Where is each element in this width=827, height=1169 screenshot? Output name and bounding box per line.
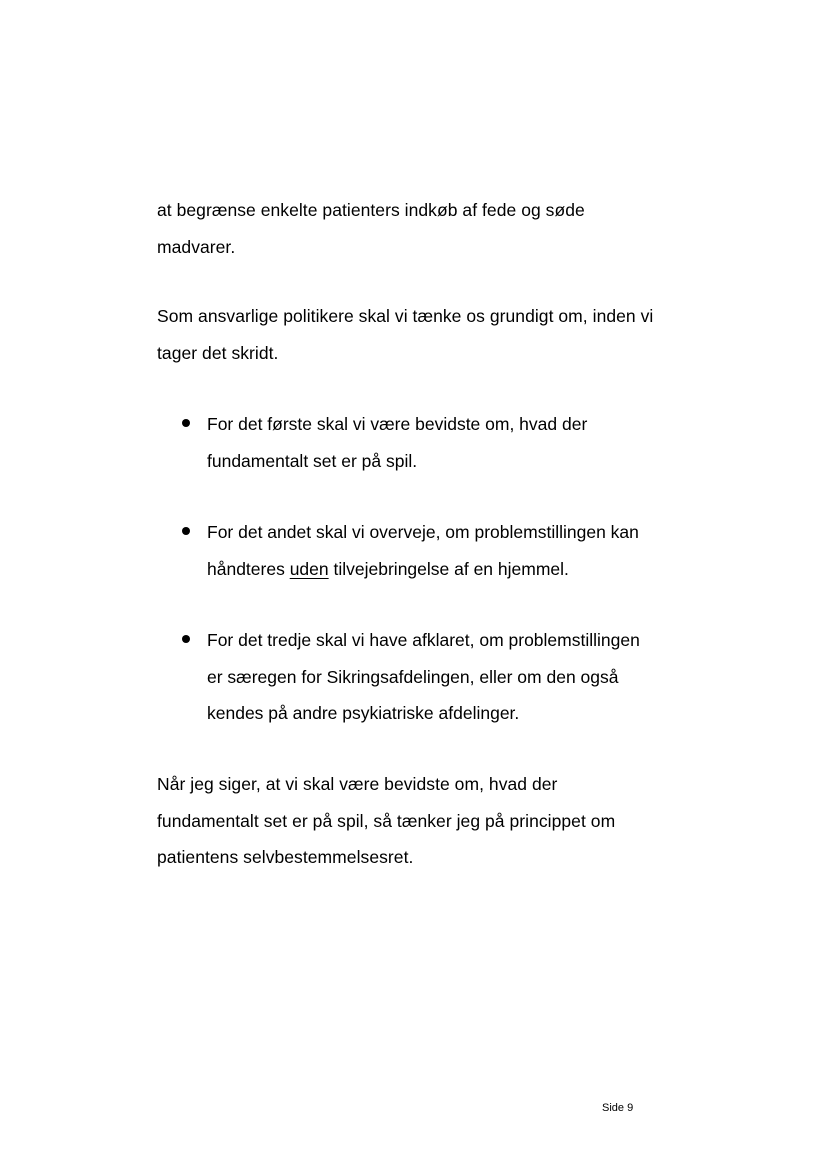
paragraph-1: [157, 192, 677, 265]
bullet-line: fundamentalt set er på spil.: [207, 450, 418, 471]
bullet-dot-icon: [182, 635, 190, 643]
paragraph-line: at begrænse enkelte patienters indkøb af fede og søde: [157, 200, 585, 220]
bullet-dot-icon: [182, 527, 190, 535]
paragraph-line: madvarer.: [157, 236, 236, 257]
bullet-line: kendes på andre psykiatriske afdelinger.: [207, 703, 520, 723]
page-number: Side 9: [602, 1102, 634, 1114]
paragraph-line: Som ansvarlige politikere skal vi tænke os grundigt om, inden vi: [157, 306, 654, 326]
paragraph-3: [157, 766, 677, 876]
bullet-line: [207, 551, 639, 588]
bullet-line: er særegen for Sikringsafdelingen, eller om den også: [207, 666, 619, 687]
bullet-item-3: [157, 622, 697, 732]
paragraph-line: patientens selvbestemmelsesret.: [157, 847, 414, 867]
bullet-dot-icon: [182, 419, 190, 427]
paragraph-2: [157, 298, 677, 371]
underlined-word: uden: [289, 558, 329, 579]
paragraph-line: tager det skridt.: [157, 342, 279, 363]
bullet-line: For det tredje skal vi have afklaret, om problemstillingen: [207, 630, 640, 650]
bullet-item-1: [157, 406, 697, 480]
paragraph-line: fundamentalt set er på spil, så tænker jeg på princippet om: [157, 810, 616, 831]
paragraph-line: Når jeg siger, at vi skal være bevidste om, hvad der: [157, 774, 558, 794]
bullet-text-fragment: tilvejebringelse af en hjemmel.: [328, 558, 569, 579]
bullet-text-fragment: håndteres: [207, 558, 290, 579]
bullet-item-2: [157, 514, 697, 588]
bullet-line: For det andet skal vi overveje, om problemstillingen kan: [207, 522, 639, 542]
bullet-line: For det første skal vi være bevidste om, hvad der: [207, 414, 588, 434]
